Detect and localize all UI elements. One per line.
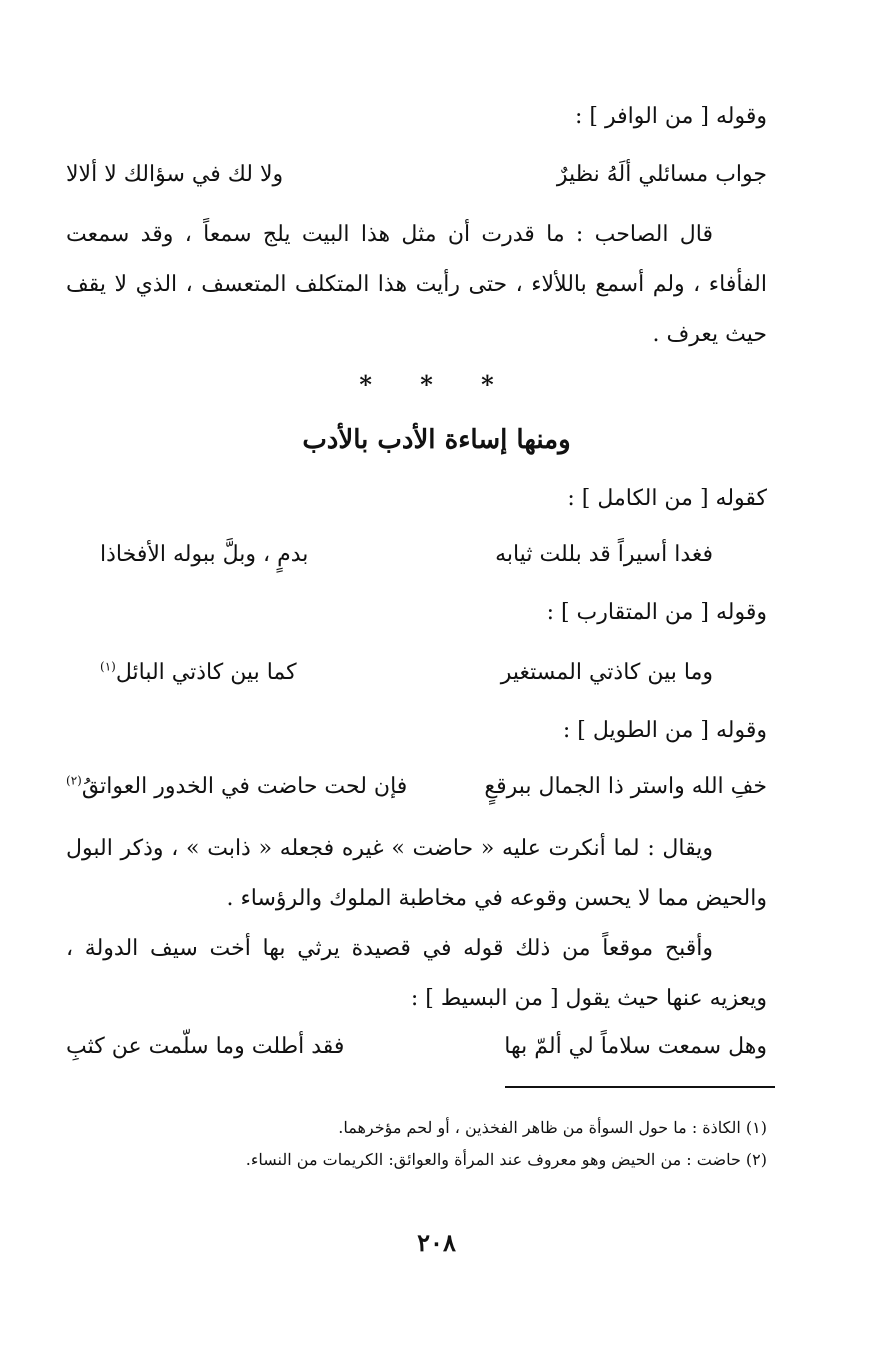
footnote-ref-1: (١) [100, 659, 116, 674]
section-heading: ومنها إساءة الأدب بالأدب [302, 425, 571, 455]
intro-line-wafir: وقوله [ من الوافر ] : [574, 104, 767, 129]
verse-3-first-hemistich: وما بين كاذتي المستغير [500, 660, 713, 685]
verse-5 [66, 1030, 767, 1064]
verse-4-left-hemistich [66, 770, 407, 804]
footnote-divider [505, 1086, 775, 1088]
verse-4 [66, 770, 767, 804]
paragraph-yuqal: ويقال : لما أنكرت عليه « حاضت » غيره فجعله « ذابت » ، وذكر البول والحيض مما لا يحسن وقوعه في مخاطبة الملوك والرؤساء . [66, 836, 767, 911]
verse-2 [100, 538, 713, 572]
intro-line-mutaqarib: وقوله [ من المتقارب ] : [546, 600, 767, 625]
verse-1-first-hemistich: جواب مسائلي ألَهُ نظيرٌ [556, 162, 767, 187]
verse-4-left-text: فإن لحت حاضت في الخدور العواتقُ [81, 774, 408, 799]
footnote-ref-2: (٢) [66, 773, 82, 788]
page-number: ٢٠٨ [417, 1228, 456, 1257]
footnote-1: (١) الكاذة : ما حول السوأة من ظاهر الفخذين ، أو لحم مؤخرهما. [338, 1118, 767, 1137]
paragraph-aqbah: وأقبح موقعاً من ذلك قوله في قصيدة يرثي بها أخت سيف الدولة ، ويعزيه عنها حيث يقول [ من البسيط ] : [66, 936, 767, 1011]
verse-4-right-hemistich: خفِ الله واستر ذا الجمال ببرقعٍ [484, 774, 767, 799]
verse-1 [66, 158, 767, 192]
verse-5-first-hemistich: وهل سمعت سلاماً لي ألمّ بها [504, 1034, 767, 1059]
verse-3-second-hemistich [100, 656, 297, 690]
verse-2-second-hemistich: بدمٍ ، وبلَّ ببوله الأفخاذا [100, 542, 309, 567]
verse-1-second-hemistich: ولا لك في سؤالك لا ألالا [66, 162, 284, 187]
verse-2-first-hemistich: فغدا أسيراً قد بللت ثيابه [495, 542, 713, 567]
verse-3 [100, 656, 713, 690]
intro-line-kamil: كقوله [ من الكامل ] : [567, 486, 767, 511]
section-separator: * * * [359, 370, 514, 399]
footnote-2: (٢) حاضت : من الحيض وهو معروف عند المرأة والعوائق: الكريمات من النساء. [245, 1150, 767, 1169]
intro-line-tawil: وقوله [ من الطويل ] : [562, 718, 767, 743]
verse-3-second-text: كما بين كاذتي البائل [115, 660, 297, 685]
verse-5-second-hemistich: فقد أطلت وما سلّمت عن كثبِ [66, 1034, 345, 1059]
paragraph-sahib-comment: قال الصاحب : ما قدرت أن مثل هذا البيت يلج سمعاً ، وقد سمعت الفأفاء ، ولم أسمع باللألاء ، حتى رأيت هذا المتكلف المتعسف ، الذي لا يقف حيث يعرف . [66, 222, 767, 347]
